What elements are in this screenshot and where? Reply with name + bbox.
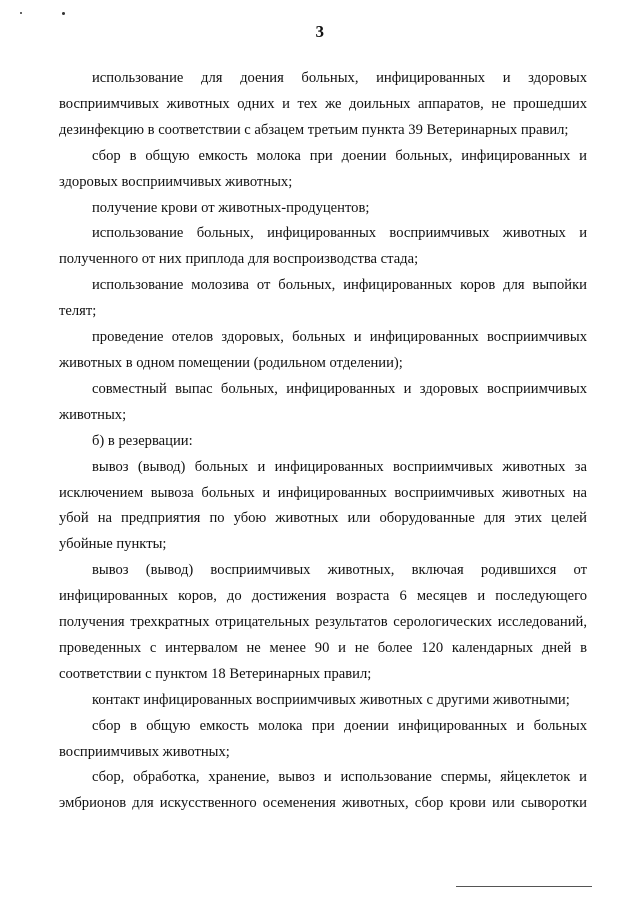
paragraph-milk-collection: сбор в общую емкость молока при доении больных, инфицированных и здоровых восприимчивых животных; (59, 147, 587, 190)
paragraph-removal-young: вывоз (вывод) восприимчивых животных, включая родившихся от инфицированных коров, до достижения возраста 6 месяцев и последующего получения трехкратных отрицательных результатов серологических исследований, проведенных с интервалом не менее 90 и не более 120 календарных дней в соответствии с пунктом 18 Ветеринарных правил; (59, 562, 587, 682)
page-number: 3 (315, 22, 325, 41)
paragraph-colostrum: использование молозива от больных, инфицированных коров для выпойки телят; (59, 277, 587, 320)
scan-speck (62, 12, 65, 15)
paragraph-grazing: совместный выпас больных, инфицированных и здоровых восприимчивых животных; (59, 380, 587, 423)
scan-speck (20, 12, 22, 14)
paragraph-reservation-heading: б) в резервации: (92, 432, 193, 449)
paragraph-reproduction: использование больных, инфицированных восприимчивых животных и полученного от них приплода для воспроизводства стада; (59, 225, 587, 268)
paragraph-milk-collection-infected: сбор в общую емкость молока при доении инфицированных и больных восприимчивых животных; (59, 717, 587, 760)
paragraph-contact: контакт инфицированных восприимчивых животных с другими животными; (92, 691, 570, 708)
paragraph-semen-embryos: сбор, обработка, хранение, вывоз и использование спермы, яйцеклеток и эмбрионов для искусственного осеменения животных, сбор крови или сыворотки (59, 769, 587, 812)
footer-rule (456, 886, 592, 887)
paragraph-calving: проведение отелов здоровых, больных и инфицированных восприимчивых животных в одном помещении (родильном отделении); (59, 329, 587, 371)
document-body (59, 66, 587, 817)
paragraph-milking-equipment: использование для доения больных, инфицированных и здоровых восприимчивых животных одних и тех же доильных аппаратов, не прошедших дезинфекцию в соответствии с абзацем третьим пункта 39 Ветеринарных правил; (59, 70, 587, 138)
paragraph-blood-donors: получение крови от животных-продуцентов; (92, 199, 370, 216)
paragraph-removal-sick: вывоз (вывод) больных и инфицированных восприимчивых животных за исключением вывоза больных и инфицированных восприимчивых животных на убой на предприятия по убою животных или оборудованные для этих целей убойные пункты; (59, 458, 587, 553)
